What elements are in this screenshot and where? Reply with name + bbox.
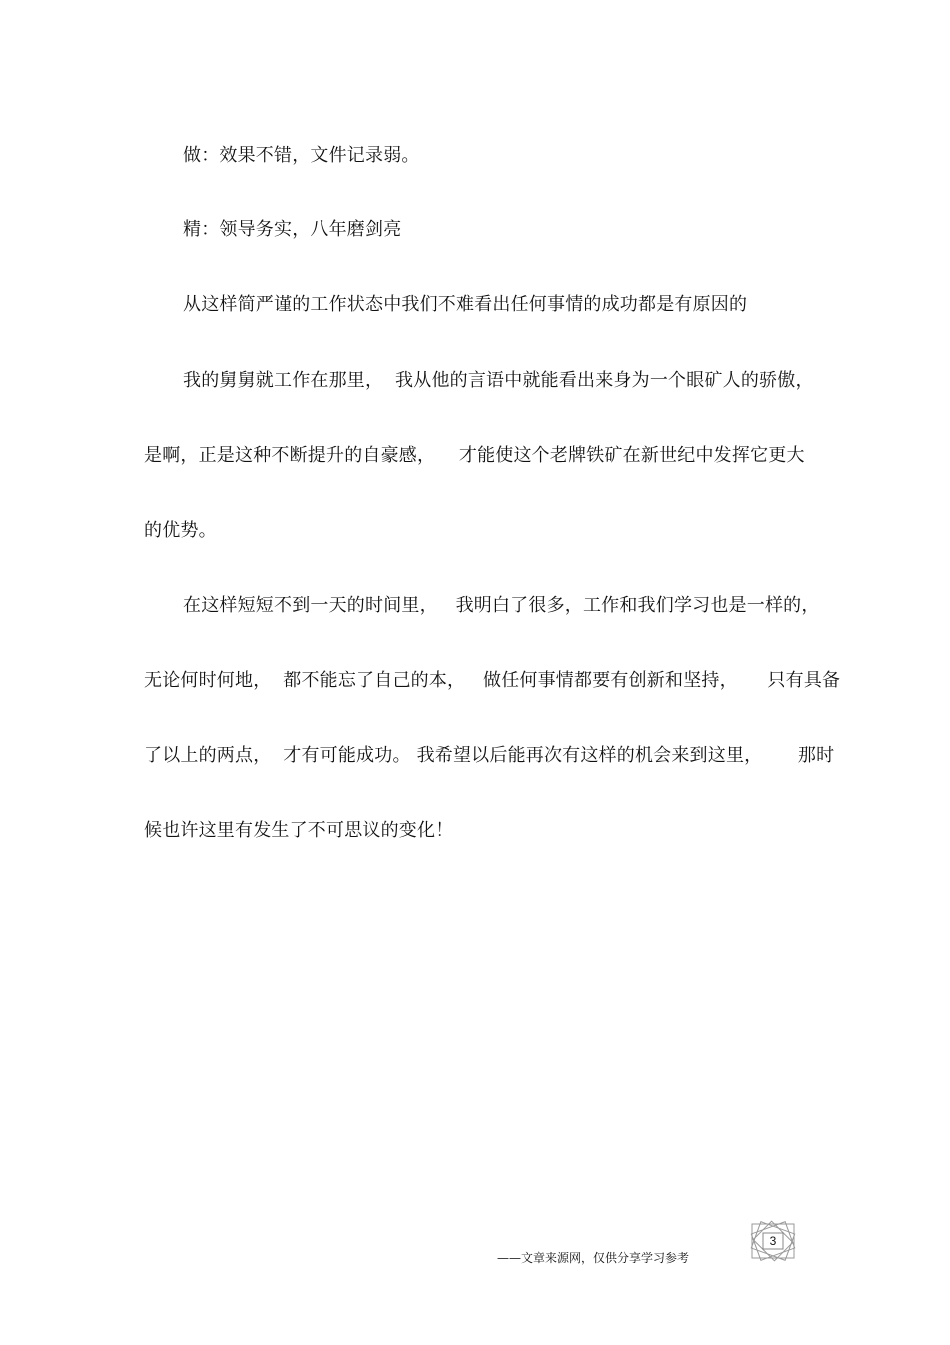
paragraph-line-9: 了以上的两点， 才有可能成功。 我希望以后能再次有这样的机会来到这里， 那时: [144, 745, 835, 766]
paragraph-line-2: 精：领导务实，八年磨剑亮: [183, 219, 402, 240]
footer-source-note: ——文章来源网，仅供分享学习参考: [497, 1251, 690, 1265]
paragraph-line-8: 无论何时何地， 都不能忘了自己的本， 做任何事情都要有创新和坚持， 只有具备: [144, 670, 841, 691]
paragraph-line-3: 从这样简严谨的工作状态中我们不难看出任何事情的成功都是有原因的: [183, 294, 748, 315]
paragraph-line-1: 做：效果不错，文件记录弱。: [183, 145, 420, 166]
paragraph-line-6: 的优势。: [144, 520, 217, 541]
page-number: 3: [769, 1234, 777, 1248]
paragraph-line-7: 在这样短短不到一天的时间里， 我明白了很多，工作和我们学习也是一样的，: [183, 595, 820, 616]
page-number-badge: [748, 1218, 798, 1264]
paragraph-line-10: 候也许这里有发生了不可思议的变化！: [144, 820, 454, 841]
paragraph-line-4: 我的舅舅就工作在那里， 我从他的言语中就能看出来身为一个眼矿人的骄傲，: [183, 370, 814, 391]
paragraph-line-5: 是啊，正是这种不断提升的自豪感， 才能使这个老牌铁矿在新世纪中发挥它更大: [144, 445, 805, 466]
